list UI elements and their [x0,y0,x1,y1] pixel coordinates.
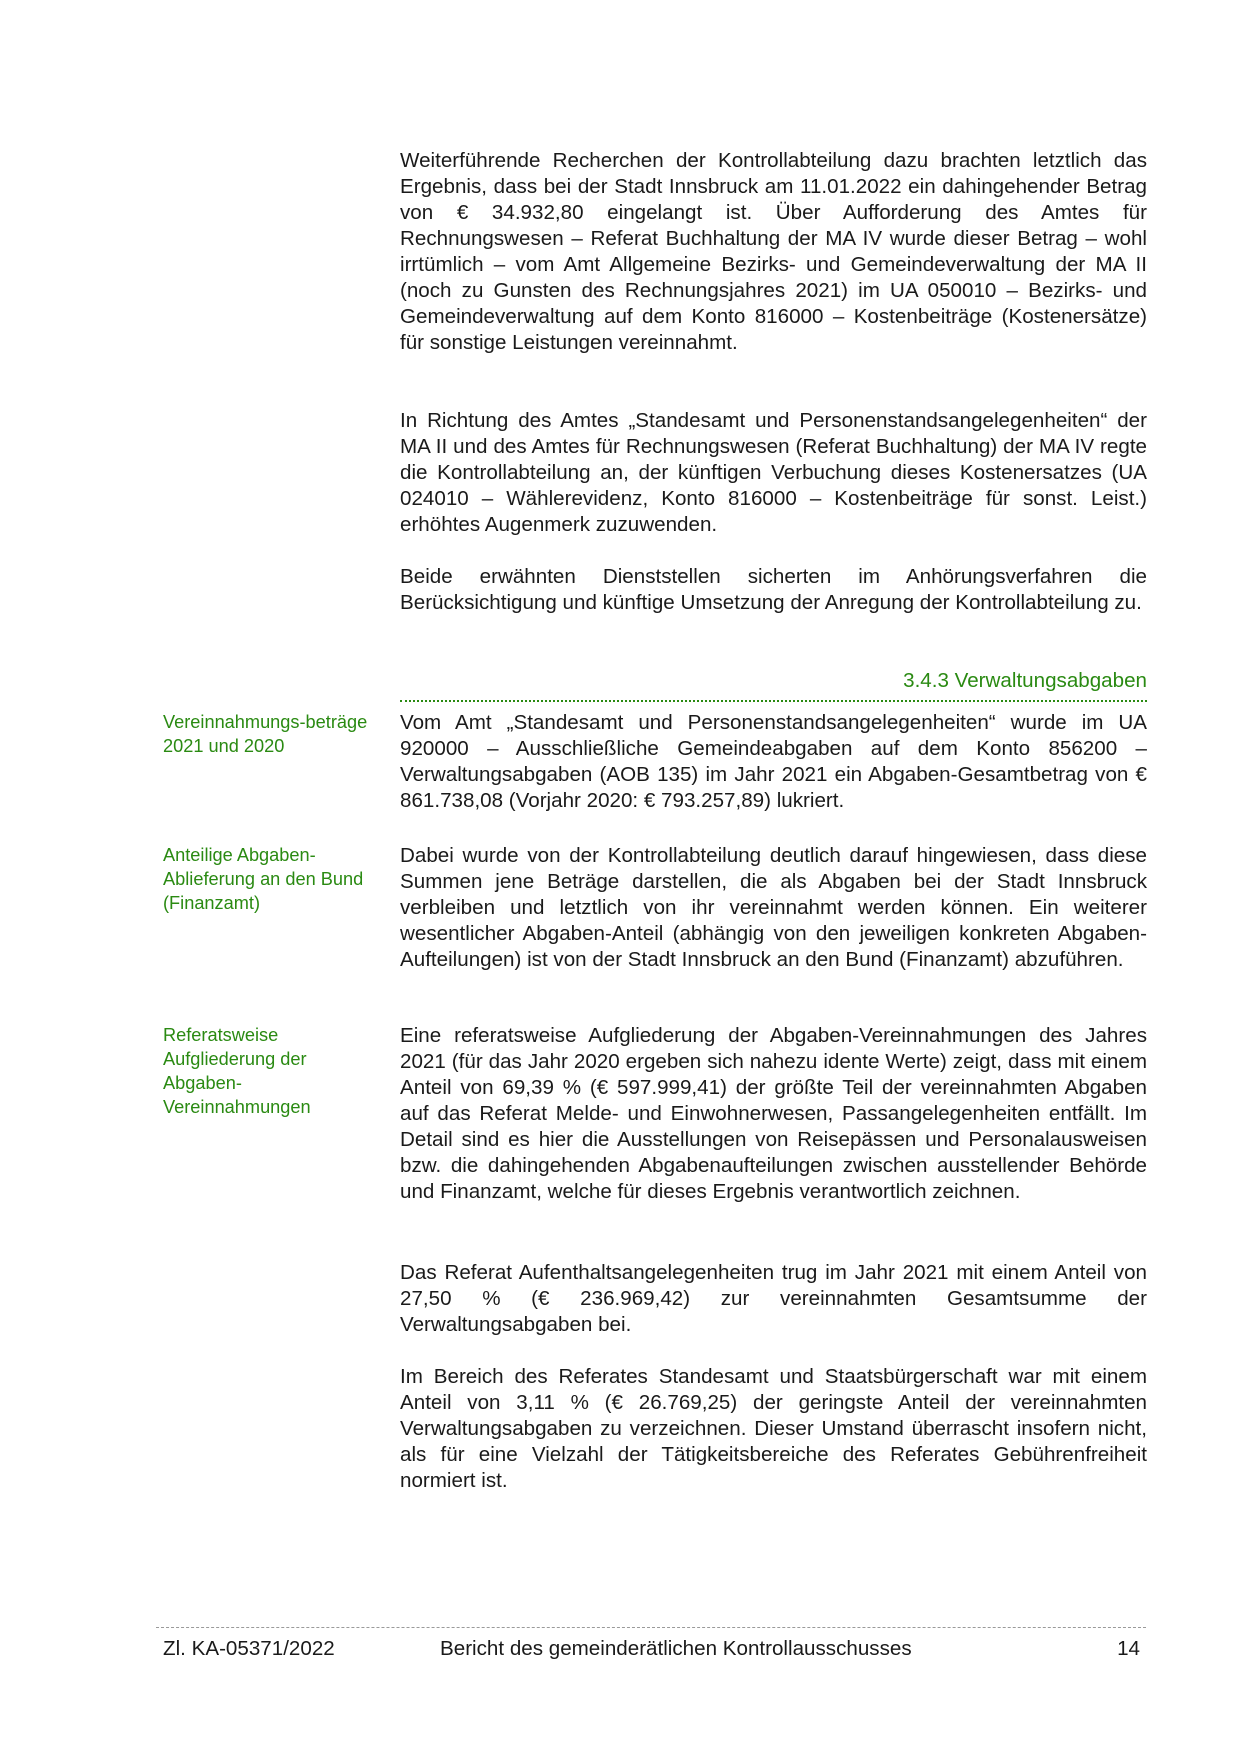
body-paragraph-6: Eine referatsweise Aufgliederung der Abgaben-Vereinnahmungen des Jahres 2021 (für das Jahr 2020 ergeben sich nahezu idente Werte) zeigt, dass mit einem Anteil von 69,39 % (€ 597.999,41) der größte Teil der vereinnahmten Abgaben auf das Referat Melde- und Einwohnerwesen, Passangelegenheiten entfällt. Im Detail sind es hier die Ausstellungen von Reisepässen und Personalausweisen bzw. die dahingehenden Abgabenaufteilungen zwischen ausstellender Behörde und Finanzamt, welche für dieses Ergebnis verantwortlich zeichnen. [400,1024,1147,1203]
side-note-referatsweise-aufgliederung: Referatsweise Aufgliederung der Abgaben-Vereinnahmungen [163,1025,311,1117]
section-heading: 3.4.3 Verwaltungsabgaben [400,668,1147,702]
footer-divider [156,1627,1146,1628]
side-note-vereinnahmungsbetraege: Vereinnahmungs-beträge 2021 und 2020 [163,712,368,756]
body-paragraph-7: Das Referat Aufenthaltsangelegenheiten trug im Jahr 2021 mit einem Anteil von 27,50 % (€ 236.969,42) zur vereinnahmten Gesamtsumme der Verwaltungsabgaben bei. [400,1261,1147,1336]
body-paragraph-1: Weiterführende Recherchen der Kontrollabteilung dazu brachten letztlich das Ergebnis, dass bei der Stadt Innsbruck am 11.01.2022 ein dahingehender Betrag von € 34.932,80 eingelangt ist. Über Aufforderung des Amtes für Rechnungswesen – Referat Buchhaltung der MA IV wurde dieser Betrag – wohl irrtümlich – vom Amt Allgemeine Bezirks- und Gemeindeverwaltung der MA II (noch zu Gunsten des Rechnungsjahres 2021) im UA 050010 – Bezirks- und Gemeindeverwaltung auf dem Konto 816000 – Kostenbeiträge (Kostenersätze) für sonstige Leistungen vereinnahmt. [400,149,1147,354]
footer-reference: Zl. KA-05371/2022 [163,1637,335,1660]
body-paragraph-8: Im Bereich des Referates Standesamt und Staatsbürgerschaft war mit einem Anteil von 3,11 % (€ 26.769,25) der geringste Anteil der vereinnahmten Verwaltungsabgaben zu verzeichnen. Dieser Umstand überrascht insofern nicht, als für eine Vielzahl der Tätigkeitsbereiche des Referates Gebührenfreiheit normiert ist. [400,1365,1147,1492]
body-paragraph-2: In Richtung des Amtes „Standesamt und Personenstandsangelegenheiten“ der MA II und des Amtes für Rechnungswesen (Referat Buchhaltung) der MA IV regte die Kontrollabteilung an, der künftigen Verbuchung dieses Kostenersatzes (UA 024010 – Wählerevidenz, Konto 816000 – Kostenbeiträge für sonst. Leist.) erhöhtes Augenmerk zuzuwenden. [400,409,1147,536]
body-paragraph-5: Dabei wurde von der Kontrollabteilung deutlich darauf hingewiesen, dass diese Summen jene Beträge darstellen, die als Abgaben bei der Stadt Innsbruck verbleiben und letztlich von ihr vereinnahmt werden können. Ein weiterer wesentlicher Abgaben-Anteil (abhängig von den jeweiligen konkreten Abgaben-Aufteilungen) ist von der Stadt Innsbruck an den Bund (Finanzamt) abzuführen. [400,844,1147,971]
body-paragraph-3: Beide erwähnten Dienststellen sicherten im Anhörungsverfahren die Berücksichtigung und künftige Umsetzung der Anregung der Kontrollabteilung zu. [400,565,1147,614]
side-note-abgaben-ablieferung: Anteilige Abgaben-Ablieferung an den Bund (Finanzamt) [163,845,364,913]
footer-title: Bericht des gemeinderätlichen Kontrollausschusses [440,1637,912,1660]
body-paragraph-4: Vom Amt „Standesamt und Personenstandsangelegenheiten“ wurde im UA 920000 – Ausschließliche Gemeindeabgaben auf dem Konto 856200 – Verwaltungsabgaben (AOB 135) im Jahr 2021 ein Abgaben-Gesamtbetrag von € 861.738,08 (Vorjahr 2020: € 793.257,89) lukriert. [400,711,1147,812]
footer-page-number: 14 [1117,1637,1140,1660]
